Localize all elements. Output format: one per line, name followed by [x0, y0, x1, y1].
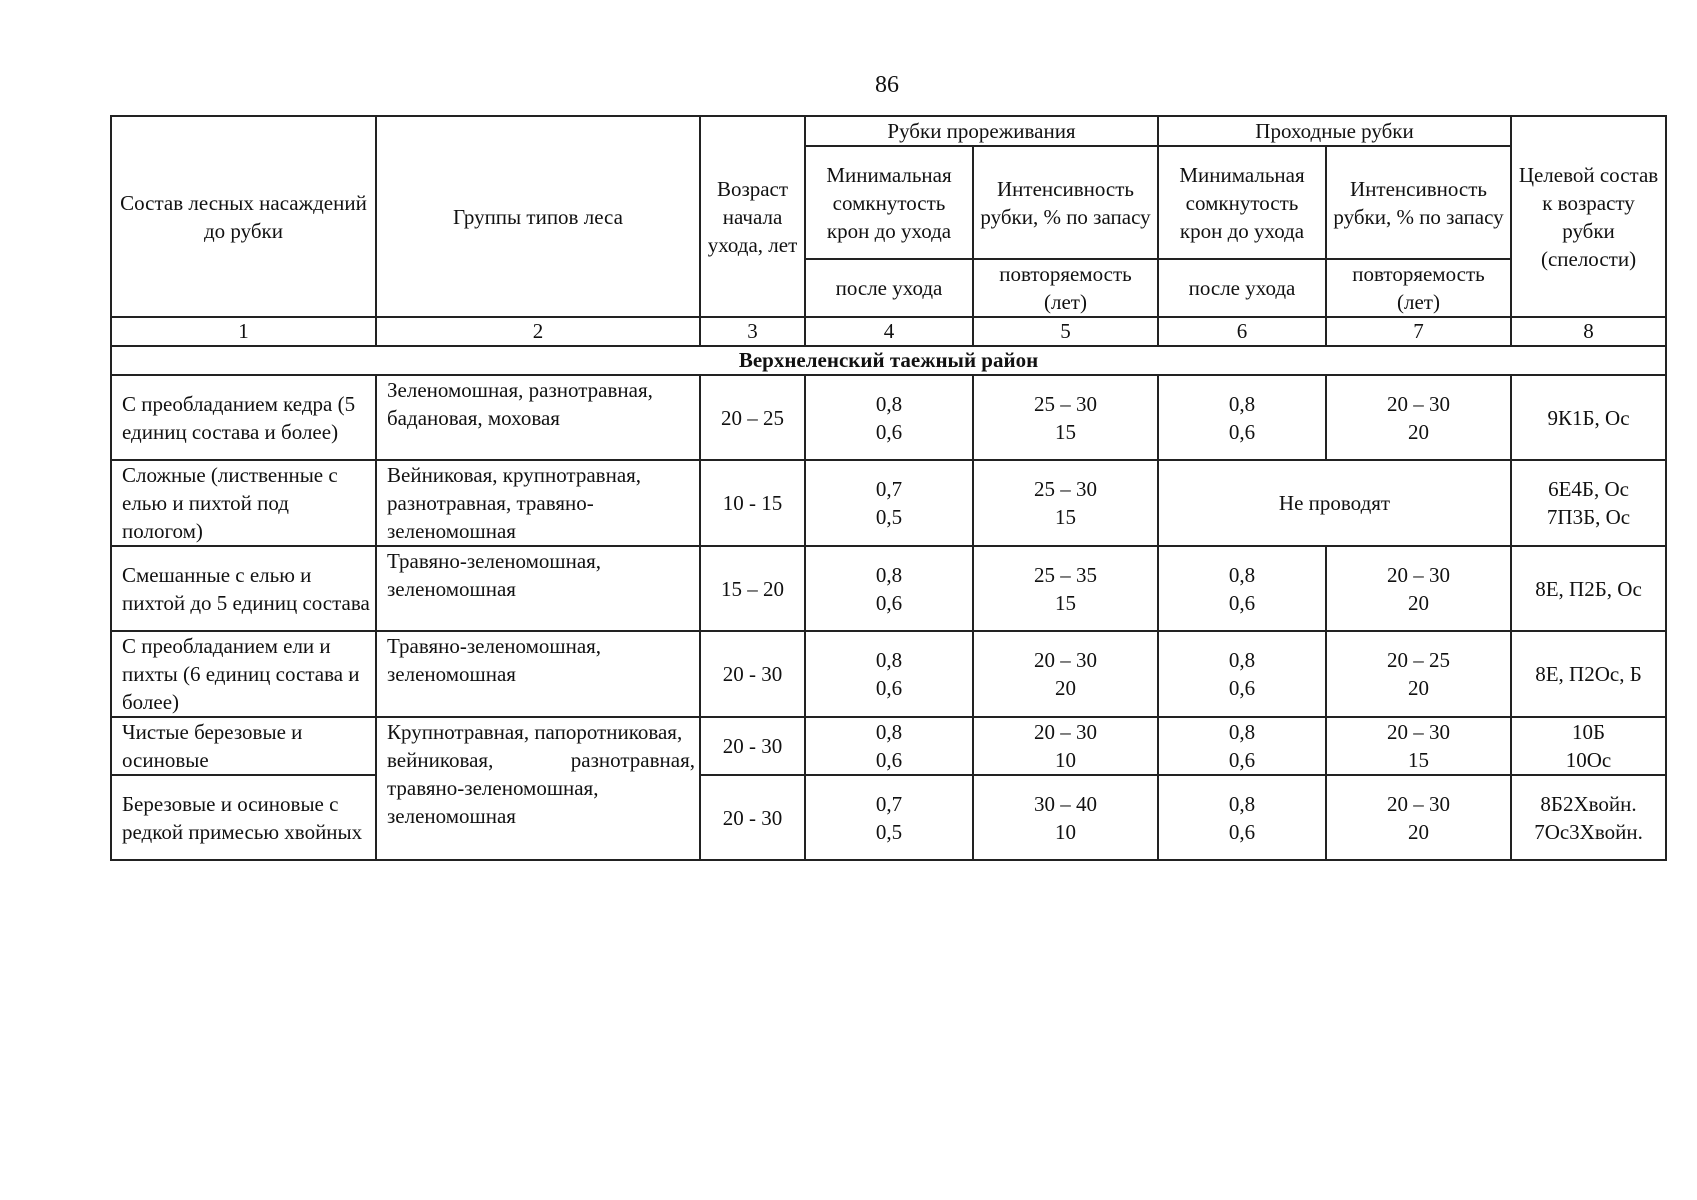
cell-forest-types: Травяно-зеленомошная, зеленомошная: [376, 631, 700, 717]
forest-types-line: травяно-зеленомошная, зеленомошная: [387, 776, 599, 828]
value-before: 0,8: [875, 562, 903, 587]
cell-composition: Чистые березовые и осиновые: [111, 717, 376, 775]
column-number: 2: [376, 317, 700, 346]
value-repeat: 10: [1055, 748, 1076, 772]
cell-thin-intensity: [973, 631, 1158, 717]
value-intensity: 20 – 30: [1387, 791, 1450, 816]
value-repeat: 20: [1408, 419, 1429, 444]
cell-thin-density: [805, 717, 973, 775]
header-passage-cuts: Проходные рубки: [1158, 116, 1511, 146]
value-target-alt: 10Ос: [1565, 748, 1612, 772]
value-intensity: 20 – 25: [1387, 648, 1450, 672]
table-row: [111, 775, 1666, 860]
cell-thin-density: [805, 775, 973, 860]
table-row: [111, 375, 1666, 460]
cell-pass-density: [1158, 375, 1326, 460]
value-after: 0,6: [1228, 676, 1256, 700]
cell-pass-intensity: [1326, 717, 1511, 775]
header-target-composition: Целевой состав к возрасту рубки (спелости): [1511, 116, 1666, 317]
value-intensity: 25 – 30: [1034, 477, 1097, 501]
cell-pass-intensity: [1326, 375, 1511, 460]
header-forest-types: Группы типов леса: [376, 116, 700, 317]
cell-thin-density: [805, 460, 973, 546]
cell-forest-types: Вейниковая, крупнотравная, разнотравная, травяно-зеленомошная: [376, 460, 700, 546]
value-after: 0,6: [1228, 748, 1256, 772]
value-before: 0,7: [875, 477, 903, 501]
cell-forest-types: [376, 717, 700, 860]
value-intensity: 25 – 30: [1034, 391, 1097, 416]
value-target: 6Е4Б, Ос: [1548, 477, 1629, 501]
value-intensity: 25 – 35: [1034, 562, 1097, 587]
value-before: 0,8: [1228, 648, 1256, 672]
cell-composition: Березовые и осиновые с редкой примесью хвойных: [111, 775, 376, 860]
cell-age: 20 - 30: [700, 717, 805, 775]
header-age: Возраст начала ухода, лет: [700, 116, 805, 317]
header-thin-after: после ухода: [805, 259, 973, 317]
value-after: 0,6: [875, 590, 903, 615]
value-before: 0,8: [1228, 720, 1256, 744]
value-repeat: 20: [1408, 819, 1429, 844]
region-title: Верхнеленский таежный район: [111, 346, 1666, 375]
value-intensity: 20 – 30: [1034, 648, 1097, 672]
region-row: [111, 346, 1666, 375]
table-row: [111, 717, 1666, 775]
value-target-alt: 7Ос3Хвойн.: [1534, 819, 1643, 844]
value-before: 0,8: [1228, 391, 1256, 416]
cell-target: [1511, 460, 1666, 546]
cell-thin-density: [805, 631, 973, 717]
value-intensity: 20 – 30: [1387, 720, 1450, 744]
table-row: [111, 460, 1666, 546]
value-after: 0,5: [875, 819, 903, 844]
value-after: 0,6: [1228, 590, 1256, 615]
cell-pass-intensity: [1326, 775, 1511, 860]
cell-age: 20 - 30: [700, 631, 805, 717]
value-intensity: 20 – 30: [1387, 391, 1450, 416]
value-after: 0,5: [875, 505, 903, 529]
value-repeat: 20: [1408, 676, 1429, 700]
value-repeat: 10: [1055, 819, 1076, 844]
value-repeat: 15: [1055, 590, 1076, 615]
value-after: 0,6: [875, 748, 903, 772]
cell-thin-intensity: [973, 546, 1158, 631]
cell-composition: Смешанные с елью и пихтой до 5 единиц состава: [111, 546, 376, 631]
value-target: 10Б: [1571, 720, 1606, 744]
value-repeat: 15: [1408, 748, 1429, 772]
header-pass-min-density: Минимальная сомкнутость крон до ухода: [1158, 146, 1326, 259]
value-before: 0,8: [875, 648, 903, 672]
column-number: 5: [973, 317, 1158, 346]
forest-thinning-table: [110, 115, 1667, 861]
forest-types-line: Крупнотравная, папоротниковая,: [387, 720, 683, 744]
value-intensity: 20 – 30: [1034, 720, 1097, 744]
column-number: 8: [1511, 317, 1666, 346]
cell-target: [1511, 717, 1666, 775]
cell-composition: Сложные (лиственные с елью и пихтой под пологом): [111, 460, 376, 546]
value-after: 0,6: [1228, 419, 1256, 444]
cell-forest-types: Зеленомошная, разнотравная, бадановая, моховая: [376, 375, 700, 460]
value-repeat: 15: [1055, 505, 1076, 529]
header-thinning: Рубки прореживания: [805, 116, 1158, 146]
value-before: 0,7: [875, 791, 903, 816]
cell-thin-intensity: [973, 375, 1158, 460]
value-after: 0,6: [875, 419, 903, 444]
table-row: [111, 546, 1666, 631]
cell-thin-density: [805, 546, 973, 631]
column-number: 3: [700, 317, 805, 346]
cell-pass-note: Не проводят: [1158, 460, 1511, 546]
value-intensity: 30 – 40: [1034, 791, 1097, 816]
page-number: 86: [875, 72, 899, 98]
cell-age: 20 - 30: [700, 775, 805, 860]
cell-pass-density: [1158, 717, 1326, 775]
cell-target: 8Е, П2Ос, Б: [1511, 631, 1666, 717]
cell-forest-types: Травяно-зеленомошная, зеленомошная: [376, 546, 700, 631]
cell-age: 10 - 15: [700, 460, 805, 546]
header-row-1: [111, 116, 1666, 146]
cell-composition: С преобладанием ели и пихты (6 единиц состава и более): [111, 631, 376, 717]
cell-thin-intensity: [973, 460, 1158, 546]
column-number: 7: [1326, 317, 1511, 346]
cell-thin-intensity: [973, 717, 1158, 775]
cell-pass-intensity: [1326, 546, 1511, 631]
cell-thin-intensity: [973, 775, 1158, 860]
value-before: 0,8: [1228, 562, 1256, 587]
header-thin-min-density: Минимальная сомкнутость крон до ухода: [805, 146, 973, 259]
value-before: 0,8: [875, 391, 903, 416]
column-number: 1: [111, 317, 376, 346]
table-row: [111, 631, 1666, 717]
cell-pass-density: [1158, 546, 1326, 631]
value-target-alt: 7П3Б, Ос: [1546, 505, 1631, 529]
cell-pass-intensity: [1326, 631, 1511, 717]
value-repeat: 20: [1055, 676, 1076, 700]
cell-target: [1511, 775, 1666, 860]
value-before: 0,8: [1228, 791, 1256, 816]
header-composition: Состав лесных насаждений до рубки: [111, 116, 376, 317]
header-thin-intensity: Интенсивность рубки, % по запасу: [973, 146, 1158, 259]
value-repeat: 20: [1408, 590, 1429, 615]
cell-target: 8Е, П2Б, Ос: [1511, 546, 1666, 631]
value-intensity: 20 – 30: [1387, 562, 1450, 587]
column-number-row: [111, 317, 1666, 346]
cell-age: 15 – 20: [700, 546, 805, 631]
cell-age: 20 – 25: [700, 375, 805, 460]
column-number: 6: [1158, 317, 1326, 346]
value-after: 0,6: [875, 676, 903, 700]
header-pass-intensity: Интенсивность рубки, % по запасу: [1326, 146, 1511, 259]
column-number: 4: [805, 317, 973, 346]
cell-pass-density: [1158, 775, 1326, 860]
value-target: 8Б2Хвойн.: [1540, 791, 1637, 816]
cell-thin-density: [805, 375, 973, 460]
header-thin-repeat: повторяемость (лет): [973, 259, 1158, 317]
value-after: 0,6: [1228, 819, 1256, 844]
cell-target: 9К1Б, Ос: [1511, 375, 1666, 460]
value-before: 0,8: [875, 720, 903, 744]
header-pass-repeat: повторяемость (лет): [1326, 259, 1511, 317]
cell-composition: С преобладанием кедра (5 единиц состава и более): [111, 375, 376, 460]
cell-pass-density: [1158, 631, 1326, 717]
value-repeat: 15: [1055, 419, 1076, 444]
header-pass-after: после ухода: [1158, 259, 1326, 317]
forest-types-line: вейниковая, разнотравная,: [387, 748, 695, 772]
